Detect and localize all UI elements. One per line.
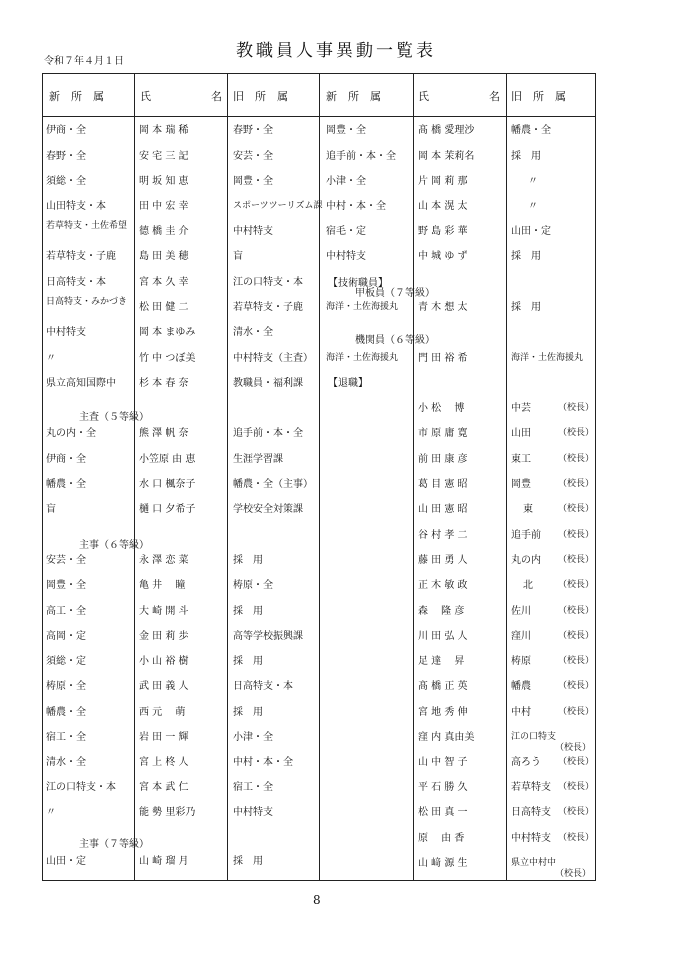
retiree-old-post: 追手前 (511, 530, 541, 541)
retiree-role: （校長） (558, 833, 595, 843)
person-name: 髙 橋 愛理沙 (418, 125, 475, 136)
retiree-role: （校長） (555, 743, 592, 753)
new-post: 中村特支 (46, 327, 86, 338)
retiree-name: 正 木 敏 政 (418, 580, 468, 591)
old-post: 学校安全対策課 (233, 504, 303, 515)
section-title: 主査（５等級） (79, 412, 149, 423)
retiree-old-post: 中芸 (511, 403, 531, 414)
new-post: 伊商・全 (46, 454, 86, 465)
new-post: 県立高知国際中 (46, 378, 116, 389)
retiree-old-post: 丸の内 (511, 555, 541, 566)
new-post: 宿工・全 (46, 732, 86, 743)
retiree-role: （校長） (555, 869, 592, 879)
retiree-old-post: 江の口特支 (511, 732, 557, 742)
retiree-old-post: 県立中村中 (511, 858, 557, 868)
section-title: 甲板員（７等級） (355, 288, 435, 299)
retiree-name: 森 隆 彦 (418, 606, 465, 617)
retiree-name: 葛 目 憲 昭 (418, 479, 468, 490)
old-post: 春野・全 (233, 125, 273, 136)
old-post: 高等学校振興課 (233, 631, 303, 642)
new-post: 海洋・土佐海援丸 (326, 353, 399, 363)
retiree-old-post: 佐川 (511, 606, 531, 617)
retiree-name: 山 中 智 子 (418, 757, 468, 768)
new-post: 山田特支・本 (46, 201, 106, 212)
old-post: 追手前・本・全 (233, 428, 303, 439)
person-name: 門 田 裕 希 (418, 353, 468, 364)
old-post: 江の口特支・本 (233, 277, 303, 288)
new-post: 小津・全 (326, 176, 366, 187)
retiree-old-post: 梼原 (511, 656, 531, 667)
old-post: スポーツツーリズム課 (233, 201, 323, 211)
retiree-role: （校長） (558, 707, 595, 717)
header-new-post-right: 新 所 属 (326, 90, 381, 103)
new-post: 盲 (46, 504, 56, 515)
person-name: 明 坂 知 恵 (139, 176, 189, 187)
old-post: 宿工・全 (233, 782, 273, 793)
header-old-post-right: 旧 所 属 (511, 90, 566, 103)
person-name: 大 崎 開 斗 (139, 606, 189, 617)
old-post: 日高特支・本 (233, 681, 293, 692)
header-name-left-l: 氏 (140, 90, 151, 103)
retiree-role: （校長） (558, 479, 595, 489)
old-post: 山田・定 (511, 226, 551, 237)
person-name: 宮 本 久 幸 (139, 277, 189, 288)
old-post: 清水・全 (233, 327, 273, 338)
person-name: 宮 本 武 仁 (139, 782, 189, 793)
retiree-role: （校長） (558, 807, 595, 817)
old-post: 生涯学習課 (233, 454, 283, 465)
new-post: 海洋・土佐海援丸 (326, 302, 399, 312)
retiree-role: （校長） (558, 504, 595, 514)
old-post: 岡豊・全 (233, 176, 273, 187)
new-post: 高工・全 (46, 606, 86, 617)
new-post: 安芸・全 (46, 555, 86, 566)
retiree-old-post: 日高特支 (511, 807, 551, 818)
retiree-old-post: 北 (523, 580, 533, 591)
retiree-old-post: 幡農 (511, 681, 531, 692)
retiree-old-post: 中村特支 (511, 833, 551, 844)
retiree-name: 谷 村 孝 二 (418, 530, 468, 541)
retiree-old-post: 高ろう (511, 757, 541, 768)
person-name: 金 田 莉 歩 (139, 631, 189, 642)
person-name: 西 元 萌 (139, 707, 186, 718)
new-post: 江の口特支・本 (46, 782, 116, 793)
person-name: 小 山 裕 樹 (139, 656, 189, 667)
person-name: 青 木 想 太 (418, 302, 468, 313)
person-name: 山 本 滉 太 (418, 201, 468, 212)
header-name-right-l: 氏 (418, 90, 429, 103)
retiree-name: 前 田 康 彦 (418, 454, 468, 465)
person-name: 片 岡 莉 那 (418, 176, 468, 187)
person-name: 德 橋 圭 介 (139, 226, 189, 237)
person-name: 田 中 宏 幸 (139, 201, 189, 212)
person-name: 永 澤 恋 菜 (139, 555, 189, 566)
person-name: 小笠原 由 恵 (139, 454, 196, 465)
new-post: 梼原・全 (46, 681, 86, 692)
person-name: 岩 田 一 輝 (139, 732, 189, 743)
retiree-name: 山 﨑 源 生 (418, 858, 468, 869)
old-post: 採 用 (233, 606, 263, 617)
retiree-name: 小 松 博 (418, 403, 465, 414)
new-post: 山田・定 (46, 856, 86, 867)
person-name: 熊 澤 帆 奈 (139, 428, 189, 439)
person-name: 岡 本 瑞 稀 (139, 125, 189, 136)
old-post: 安芸・全 (233, 151, 273, 162)
new-post: 丸の内・全 (46, 428, 96, 439)
old-post: 海洋・土佐海援丸 (511, 353, 584, 363)
new-post: 高岡・定 (46, 631, 86, 642)
old-post: 採 用 (511, 302, 541, 313)
retiree-old-post: 東工 (511, 454, 531, 465)
person-name: 宮 上 柊 人 (139, 757, 189, 768)
retiree-old-post: 山田 (511, 428, 531, 439)
new-post: 岡豊・全 (46, 580, 86, 591)
person-name: 安 宅 三 記 (139, 151, 189, 162)
old-post: 採 用 (233, 656, 263, 667)
retiree-name: 窪 内 真由美 (418, 732, 475, 743)
old-post: 採 用 (233, 555, 263, 566)
person-name: 杉 本 春 奈 (139, 378, 189, 389)
section-title: 機関員（６等級） (355, 335, 435, 346)
new-post: 須総・定 (46, 656, 86, 667)
page-number: 8 (313, 893, 321, 907)
new-post: 〃 (46, 353, 56, 364)
retiree-role: （校長） (558, 757, 595, 767)
retiree-role: （校長） (558, 681, 595, 691)
old-post: 採 用 (511, 251, 541, 262)
retiree-name: 市 原 庸 寛 (418, 428, 468, 439)
new-post: 春野・全 (46, 151, 86, 162)
header-name-right-r: 名 (489, 90, 500, 103)
section-title: 主事（６等級） (79, 540, 149, 551)
retiree-role: （校長） (558, 782, 595, 792)
retiree-role: （校長） (558, 580, 595, 590)
retiree-role: （校長） (558, 555, 595, 565)
retiree-role: （校長） (558, 631, 595, 641)
person-name: 野 島 彩 華 (418, 226, 468, 237)
retiree-role: （校長） (558, 403, 595, 413)
old-post: 中村特支（主査） (233, 353, 313, 364)
new-post: 須総・全 (46, 176, 86, 187)
new-post: 清水・全 (46, 757, 86, 768)
old-post: 盲 (233, 251, 243, 262)
old-post: 〃 (528, 201, 538, 212)
retiree-name: 藤 田 勇 人 (418, 555, 468, 566)
personnel-table (42, 73, 596, 881)
new-post: 日高特支・本 (46, 277, 106, 288)
retiree-name: 髙 橋 正 英 (418, 681, 468, 692)
retiree-name: 平 石 勝 久 (418, 782, 468, 793)
old-post: 教職員・福利課 (233, 378, 303, 389)
person-name: 岡 本 茉莉名 (418, 151, 475, 162)
new-post: 若草特支・土佐希望 (46, 221, 128, 231)
header-old-post-left: 旧 所 属 (233, 90, 288, 103)
retiree-old-post: 窪川 (511, 631, 531, 642)
person-name: 樋 口 夕希子 (139, 504, 196, 515)
old-post: 採 用 (233, 856, 263, 867)
old-post: 若草特支・子鹿 (233, 302, 303, 313)
retiree-old-post: 東 (523, 504, 533, 515)
old-post: 中村特支 (233, 226, 273, 237)
old-post: 採 用 (511, 151, 541, 162)
old-post: 〃 (528, 176, 538, 187)
new-post: 幡農・全 (46, 479, 86, 490)
retiree-role: （校長） (558, 656, 595, 666)
new-post: 宿毛・定 (326, 226, 366, 237)
retiree-role: （校長） (558, 530, 595, 540)
retiree-role: （校長） (558, 606, 595, 616)
person-name: 能 勢 里彩乃 (139, 807, 196, 818)
retiree-old-post: 岡豊 (511, 479, 531, 490)
retiree-name: 松 田 真 一 (418, 807, 468, 818)
retiree-role: （校長） (558, 428, 595, 438)
person-name: 竹 中 つぼ美 (139, 353, 196, 364)
retiree-role: （校長） (558, 454, 595, 464)
retiree-name: 原 由 香 (418, 833, 465, 844)
old-post: 梼原・全 (233, 580, 273, 591)
old-post: 幡農・全（主事） (233, 479, 313, 490)
person-name: 島 田 美 穂 (139, 251, 189, 262)
page-title: 教職員人事異動一覧表 (236, 41, 436, 61)
retiree-name: 川 田 弘 人 (418, 631, 468, 642)
old-post: 幡農・全 (511, 125, 551, 136)
section-title: 【退職】 (328, 378, 368, 389)
person-name: 水 口 楓奈子 (139, 479, 196, 490)
header-new-post-left: 新 所 属 (49, 90, 104, 103)
person-name: 中 城 ゆ ず (418, 251, 468, 262)
new-post: 中村特支 (326, 251, 366, 262)
old-post: 小津・全 (233, 732, 273, 743)
retiree-name: 足 達 昇 (418, 656, 465, 667)
effective-date: 令和７年４月１日 (44, 56, 124, 67)
person-name: 松 田 健 二 (139, 302, 189, 313)
person-name: 岡 本 まゆみ (139, 327, 196, 338)
new-post: 伊商・全 (46, 125, 86, 136)
retiree-old-post: 若草特支 (511, 782, 551, 793)
person-name: 亀 井 瞳 (139, 580, 186, 591)
new-post: 追手前・本・全 (326, 151, 396, 162)
retiree-old-post: 中村 (511, 707, 531, 718)
new-post: 日高特支・みかづき (46, 297, 128, 307)
old-post: 中村・本・全 (233, 757, 293, 768)
retiree-name: 宮 地 秀 伸 (418, 707, 468, 718)
new-post: 岡豊・全 (326, 125, 366, 136)
old-post: 採 用 (233, 707, 263, 718)
person-name: 山 崎 瑠 月 (139, 856, 189, 867)
old-post: 中村特支 (233, 807, 273, 818)
new-post: 中村・本・全 (326, 201, 386, 212)
new-post: 〃 (46, 807, 56, 818)
section-title: 【技術職員】 (328, 278, 388, 289)
person-name: 武 田 義 人 (139, 681, 189, 692)
section-title: 主事（７等級） (79, 839, 149, 850)
new-post: 幡農・全 (46, 707, 86, 718)
header-name-left-r: 名 (211, 90, 222, 103)
retiree-name: 山 田 憲 昭 (418, 504, 468, 515)
new-post: 若草特支・子鹿 (46, 251, 116, 262)
